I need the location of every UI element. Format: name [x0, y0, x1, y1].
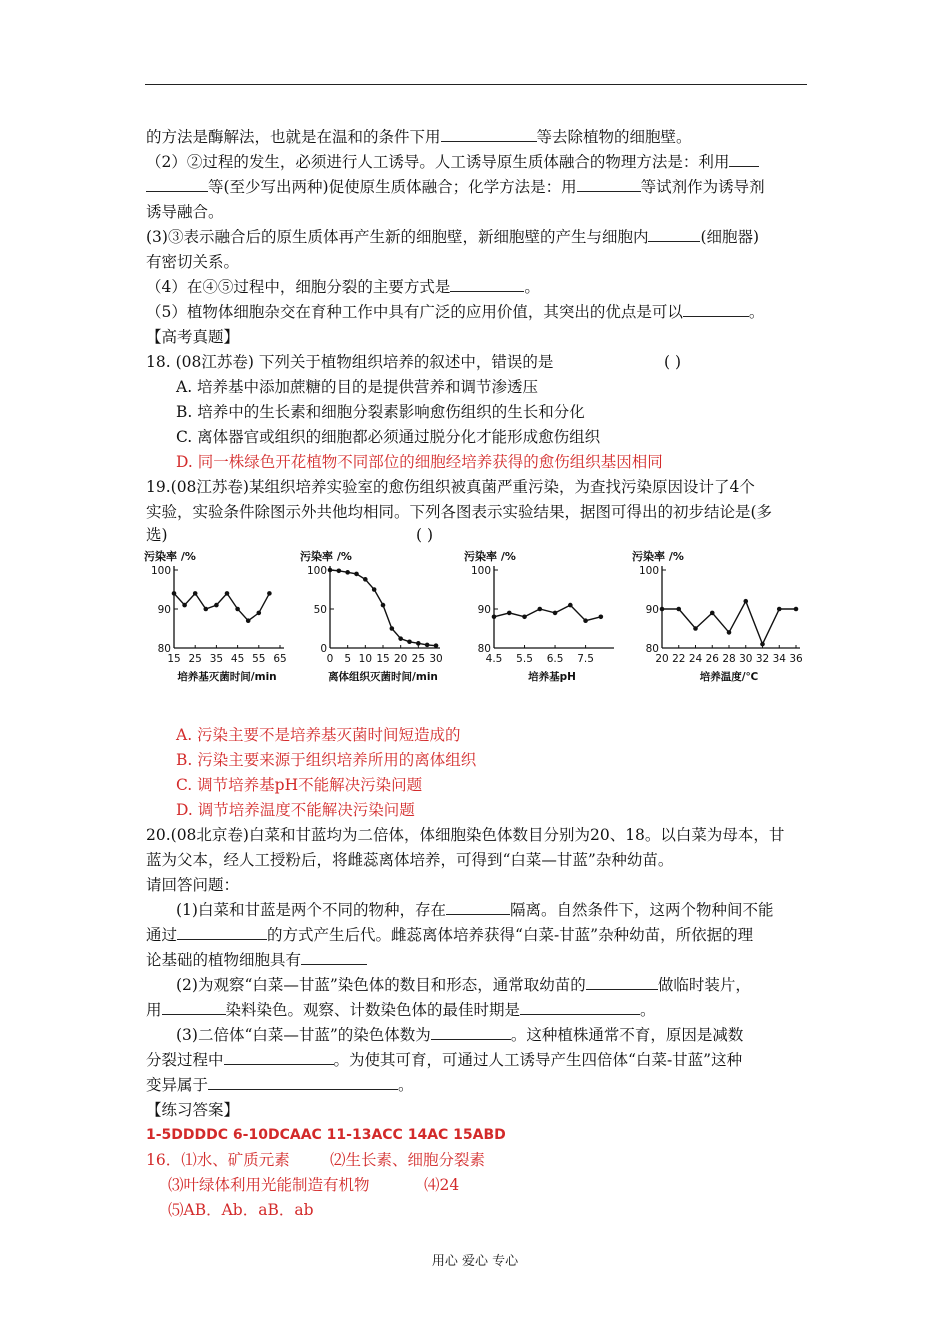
- y-tick-label: 100: [306, 565, 327, 577]
- answers-line-4: ⑸AB．Ab．aB．ab: [168, 1201, 314, 1219]
- data-point: [660, 607, 665, 612]
- q18-stem: 18. (08江苏卷) 下列关于植物组织培养的叙述中，错误的是 ( ): [146, 353, 682, 371]
- x-tick-label: 15: [167, 653, 181, 665]
- y-axis-label: 污染率 /%: [464, 550, 516, 563]
- x-tick-label: 25: [411, 653, 426, 665]
- x-tick-label: 36: [789, 653, 803, 665]
- data-point: [182, 603, 187, 608]
- q20-line-6: 论基础的植物细胞具有: [146, 949, 367, 971]
- x-tick-label: 5: [344, 653, 352, 665]
- x-tick-label: 20: [655, 653, 669, 665]
- data-point: [363, 577, 368, 582]
- q20-line-9: (3)二倍体“白菜—甘蓝”的染色体数为 。这种植株通常不育，原因是减数: [176, 1026, 744, 1044]
- y-tick-label: 100: [150, 565, 171, 577]
- q20-line-2: 蓝为父本，经人工授粉后，将雌蕊离体培养，可得到“白菜—甘蓝”杂种幼苗。: [146, 851, 674, 869]
- answers-line-2: 16．⑴水、矿质元素 ⑵生长素、细胞分裂素: [146, 1151, 486, 1169]
- q19-line-1: 19.(08江苏卷)某组织培养实验室的愈伤组织被真菌严重污染，为查找污染原因设计了4个: [146, 478, 755, 496]
- y-axis-label: 污染率 /%: [632, 550, 684, 563]
- data-point: [522, 615, 527, 620]
- q18-option-d: D. 同一株绿色开花植物不同部位的细胞经培养获得的愈伤组织基因相同: [176, 453, 663, 471]
- y-tick-label: 90: [477, 604, 491, 616]
- y-tick-label: 100: [470, 565, 491, 577]
- q19-line-2: 实验，实验条件除图示外共他均相同。下列各图表示实验结果，据图可得出的初步结论是(多: [146, 503, 773, 521]
- x-tick-label: 55: [252, 653, 266, 665]
- q17-line-7: （4）在④⑤过程中，细胞分裂的主要方式是 。: [146, 278, 540, 296]
- q19-line-3: 选) ( ): [146, 526, 434, 544]
- x-axis-label: 培养基pH: [528, 671, 576, 683]
- x-axis-label: 培养基灭菌时间/min: [177, 671, 277, 683]
- y-tick-label: 80: [645, 643, 659, 655]
- x-tick-label: 7.5: [577, 653, 594, 665]
- chart-sterilization-time: [142, 548, 292, 688]
- data-point: [337, 568, 342, 573]
- data-point: [492, 615, 497, 620]
- q17-line-8: （5）植物体细胞杂交在育种工作中具有广泛的应用价值，其突出的优点是可以 。: [146, 303, 765, 321]
- q18-option-a: A. 培养基中添加蔗糖的目的是提供营养和调节渗透压: [176, 378, 539, 396]
- data-point: [760, 642, 765, 647]
- data-point: [354, 572, 359, 577]
- data-point: [407, 639, 412, 644]
- q18-option-c: C. 离体器官或组织的细胞都必须通过脱分化才能形成愈伤组织: [176, 428, 601, 446]
- data-point: [434, 643, 439, 648]
- data-point: [172, 591, 177, 596]
- data-point: [246, 618, 251, 623]
- data-point: [599, 615, 604, 620]
- q19-option-b: B. 污染主要来源于组织培养所用的离体组织: [176, 751, 477, 769]
- chart-temperature: [630, 548, 808, 688]
- page-footer: 用心 爱心 专心: [431, 1254, 519, 1269]
- y-tick-label: 80: [477, 643, 491, 655]
- q20-line-10: 分裂过程中 。为使其可育，可通过人工诱导产生四倍体“白菜-甘蓝”这种: [146, 1051, 743, 1069]
- y-tick-label: 0: [320, 643, 327, 655]
- data-point: [390, 626, 395, 631]
- y-tick-label: 80: [157, 643, 171, 655]
- x-tick-label: 22: [672, 653, 686, 665]
- q18-answer-paren: ( ): [664, 353, 682, 371]
- data-point: [214, 603, 219, 608]
- x-tick-label: 35: [209, 653, 224, 665]
- data-point: [257, 611, 262, 616]
- data-point: [372, 587, 377, 592]
- q17-line-4: 诱导融合。: [146, 203, 224, 221]
- q19-option-c: C. 调节培养基pH不能解决污染问题: [176, 776, 423, 794]
- x-axis-label: 培养温度/℃: [699, 671, 759, 683]
- section-heading-gaokao: 【高考真题】: [146, 328, 240, 346]
- data-point: [345, 570, 350, 575]
- x-tick-label: 45: [230, 653, 245, 665]
- data-point: [204, 607, 209, 612]
- q20-line-8: 用 染料染色。观察、计数染色体的最佳时期是 。: [146, 1001, 656, 1019]
- q17-line-6: 有密切关系。: [146, 253, 240, 271]
- x-tick-label: 0: [326, 653, 334, 665]
- x-tick-label: 26: [705, 653, 719, 665]
- data-point: [507, 611, 512, 616]
- q20-line-4: (1)白菜和甘蓝是两个不同的物种，存在 隔离。自然条件下，这两个物种间不能: [176, 901, 774, 919]
- data-point: [193, 591, 198, 596]
- answers-line-3: ⑶叶绿体利用光能制造有机物 ⑷24: [168, 1176, 460, 1194]
- header-rule: [145, 84, 807, 85]
- series-line: [174, 593, 269, 620]
- answers-line-1: 1-5DDDDC 6-10DCAAC 11-13ACC 14AC 15ABD: [146, 1127, 506, 1143]
- data-point: [777, 607, 782, 612]
- q17-line-3: 等(至少写出两种)促使原生质体融合；化学方法是：用 等试剂作为诱导剂: [146, 176, 765, 198]
- data-point: [398, 636, 403, 641]
- data-point: [553, 611, 558, 616]
- series-line: [330, 570, 436, 646]
- data-point: [583, 618, 588, 623]
- data-point: [693, 626, 698, 631]
- q19-option-a: A. 污染主要不是培养基灭菌时间短造成的: [176, 726, 461, 744]
- data-point: [235, 607, 240, 612]
- data-point: [743, 599, 748, 604]
- q17-line-2: （2）②过程的发生，必须进行人工诱导。人工诱导原生质体融合的物理方法是：利用: [146, 151, 759, 173]
- data-point: [794, 607, 799, 612]
- data-point: [676, 607, 681, 612]
- data-point: [416, 641, 421, 646]
- x-axis-label: 离体组织灭菌时间/min: [328, 671, 438, 683]
- answers-heading: 【练习答案】: [146, 1101, 240, 1119]
- x-tick-label: 32: [755, 653, 770, 665]
- q20-line-1: 20.(08北京卷)白菜和甘蓝均为二倍体，体细胞染色体数目分别为20、18。以白菜为母本，甘: [146, 826, 785, 844]
- x-tick-label: 4.5: [485, 653, 503, 665]
- data-point: [537, 607, 542, 612]
- x-tick-label: 28: [722, 653, 736, 665]
- q20-line-7: (2)为观察“白菜—甘蓝”染色体的数目和形态，通常取幼苗的 做临时装片，: [176, 976, 751, 994]
- y-tick-label: 50: [313, 604, 327, 616]
- q20-line-3: 请回答问题：: [146, 876, 240, 894]
- x-tick-label: 30: [739, 653, 753, 665]
- q20-line-11: 变异属于 。: [146, 1076, 414, 1094]
- q17-line-5: (3)③表示融合后的原生质体再产生新的细胞壁，新细胞壁的产生与细胞内 (细胞器): [146, 228, 760, 246]
- y-axis-label: 污染率 /%: [300, 550, 352, 563]
- chart-medium-ph: [462, 548, 622, 688]
- x-tick-label: 5.5: [516, 653, 533, 665]
- data-point: [225, 591, 230, 596]
- chart-tissue-sterilization: [298, 548, 448, 688]
- data-point: [727, 630, 732, 635]
- x-tick-label: 24: [688, 653, 703, 665]
- data-point: [381, 603, 386, 608]
- q20-line-5: 通过 的方式产生后代。雌蕊离体培养获得“白菜-甘蓝”杂种幼苗，所依据的理: [146, 926, 754, 944]
- y-tick-label: 90: [157, 604, 171, 616]
- x-tick-label: 25: [188, 653, 202, 665]
- data-point: [267, 591, 272, 596]
- y-tick-label: 90: [645, 604, 659, 616]
- data-point: [710, 611, 715, 616]
- x-tick-label: 15: [376, 653, 390, 665]
- data-point: [328, 568, 333, 573]
- x-tick-label: 34: [772, 653, 786, 665]
- x-tick-label: 20: [393, 653, 408, 665]
- q19-answer-paren: ( ): [416, 526, 434, 544]
- data-point: [568, 603, 573, 608]
- series-line: [662, 601, 796, 644]
- y-axis-label: 污染率 /%: [144, 550, 196, 563]
- data-point: [425, 643, 430, 648]
- q19-option-d: D. 调节培养温度不能解决污染问题: [176, 801, 415, 819]
- y-tick-label: 100: [638, 565, 659, 577]
- q18-option-b: B. 培养中的生长素和细胞分裂素影响愈伤组织的生长和分化: [176, 403, 585, 421]
- q17-line-1: 的方法是酶解法，也就是在温和的条件下用 等去除植物的细胞壁。: [146, 128, 692, 146]
- x-tick-label: 65: [273, 653, 287, 665]
- x-tick-label: 6.5: [546, 653, 564, 665]
- x-tick-label: 10: [358, 653, 373, 665]
- x-tick-label: 30: [429, 653, 443, 665]
